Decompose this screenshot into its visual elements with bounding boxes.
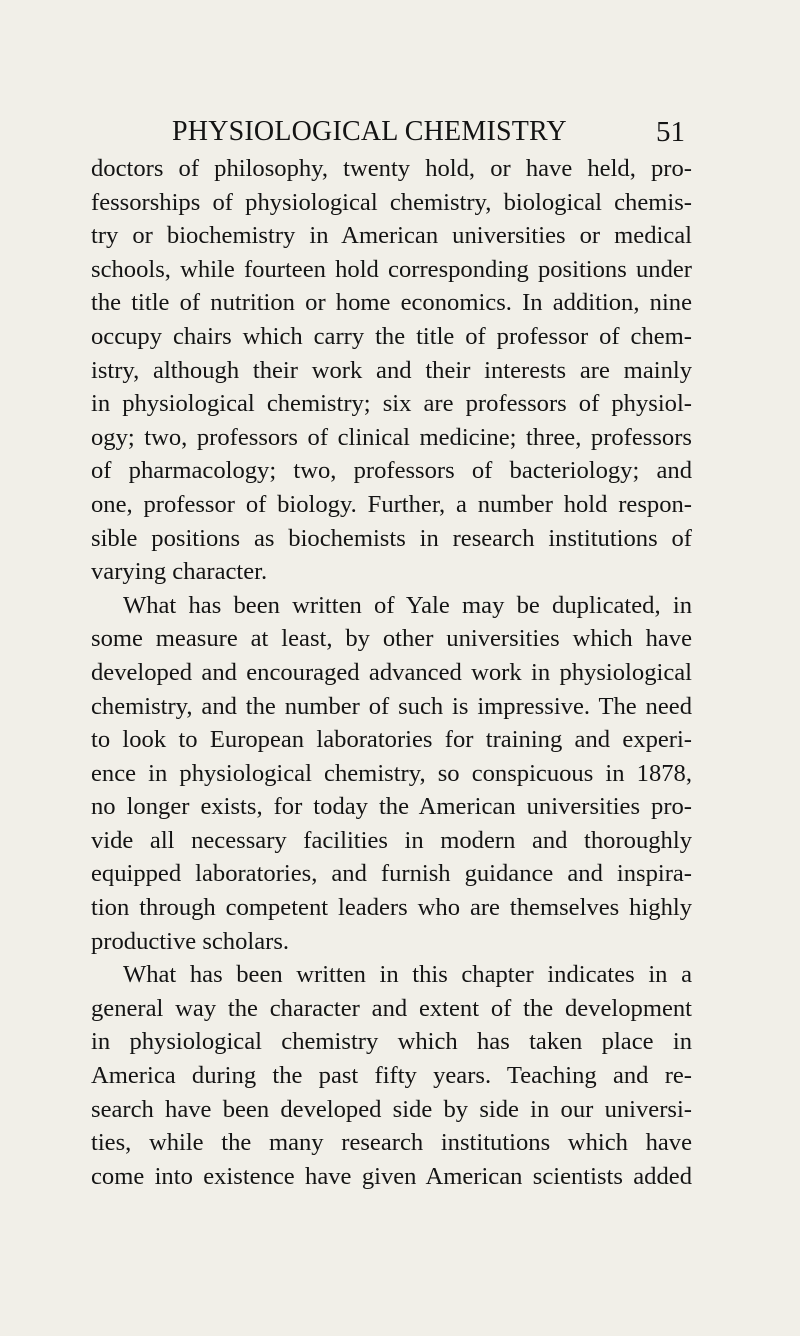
text-line: productive scholars. xyxy=(91,927,290,955)
running-head: PHYSIOLOGICAL CHEMISTRY xyxy=(172,116,567,147)
text-line: varying character. xyxy=(91,558,268,586)
body-text xyxy=(91,152,692,1193)
text-line: of pharmacology; two, professors of bacteriology; and xyxy=(91,457,692,485)
text-line: chemistry, and the number of such is impressive. The need xyxy=(91,692,692,720)
text-line: sible positions as biochemists in research institutions of xyxy=(91,524,692,552)
text-line: to look to European laboratories for training and experi- xyxy=(91,726,692,754)
text-line: come into existence have given American scientists added xyxy=(91,1162,692,1190)
text-line: in physiological chemistry; six are professors of physiol- xyxy=(91,390,692,418)
text-line: developed and encouraged advanced work in physiological xyxy=(91,658,692,686)
text-line: occupy chairs which carry the title of professor of chem- xyxy=(91,322,692,350)
text-line: istry, although their work and their interests are mainly xyxy=(91,356,692,384)
text-line: doctors of philosophy, twenty hold, or have held, pro- xyxy=(91,155,692,182)
text-line: equipped laboratories, and furnish guidance and inspira- xyxy=(91,860,692,888)
text-line: schools, while fourteen hold corresponding positions under xyxy=(91,255,692,283)
text-line: in physiological chemistry which has taken place in xyxy=(91,1028,692,1056)
text-line: ence in physiological chemistry, so conspicuous in 1878, xyxy=(91,759,692,787)
text-line: one, professor of biology. Further, a number hold respon- xyxy=(91,490,692,518)
text-line: fessorships of physiological chemistry, biological chemis- xyxy=(91,188,692,216)
text-line: general way the character and extent of the development xyxy=(91,994,692,1022)
page-number: 51 xyxy=(656,116,685,148)
text-line: What has been written in this chapter indicates in a xyxy=(123,961,692,989)
text-line: tion through competent leaders who are themselves highly xyxy=(91,894,692,922)
text-line: ties, while the many research institutions which have xyxy=(91,1129,692,1157)
text-line: vide all necessary facilities in modern and thoroughly xyxy=(91,826,692,854)
text-line: some measure at least, by other universities which have xyxy=(91,625,692,653)
text-line: America during the past fifty years. Teaching and re- xyxy=(91,1062,692,1090)
text-line: What has been written of Yale may be duplicated, in xyxy=(123,591,692,619)
text-line: search have been developed side by side in our universi- xyxy=(91,1095,692,1123)
text-line: ogy; two, professors of clinical medicine; three, professors xyxy=(91,423,692,451)
text-line: try or biochemistry in American universities or medical xyxy=(91,222,692,250)
text-line: no longer exists, for today the American universities pro- xyxy=(91,793,692,821)
text-line: the title of nutrition or home economics. In addition, nine xyxy=(91,289,692,317)
